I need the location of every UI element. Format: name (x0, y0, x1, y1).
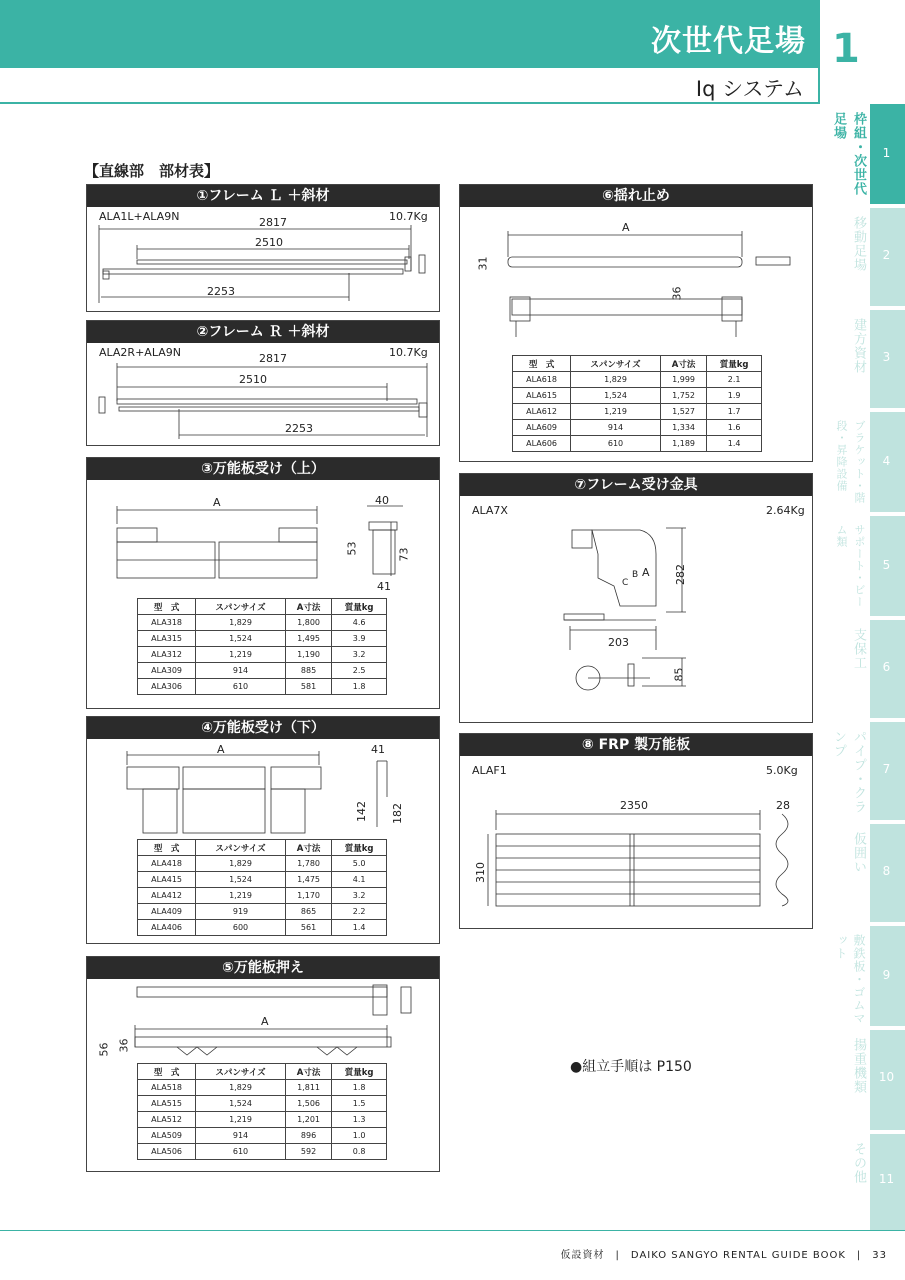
table-cell: 610 (196, 679, 286, 695)
spec-table (137, 598, 387, 695)
table-row (138, 920, 387, 936)
dim-label: 56 (97, 1042, 111, 1057)
table-row (138, 1096, 387, 1112)
dim-label: 41 (377, 580, 391, 593)
part-drawing (460, 734, 812, 928)
table-cell: 1.6 (707, 420, 762, 436)
table-cell: 1,829 (196, 615, 286, 631)
side-tab-number: 6 (882, 660, 891, 674)
table-cell: 1,780 (285, 856, 331, 872)
footer-divider (0, 1230, 905, 1231)
table-cell: 1.7 (707, 404, 762, 420)
table-cell: ALA512 (138, 1112, 196, 1128)
panel-plate-holder (86, 956, 440, 1172)
footer-text: 仮設資材 | DAIKO SANGYO RENTAL GUIDE BOOK | 33 (560, 1250, 887, 1261)
panel-title: ②フレーム Ｒ ＋斜材 (87, 321, 439, 343)
table-header-cell: 型 式 (513, 356, 571, 372)
panel-upper-plate-receiver (86, 457, 440, 709)
table-cell: 1,811 (285, 1080, 331, 1096)
table-cell: 1.8 (332, 1080, 387, 1096)
table-cell: 1,800 (285, 615, 331, 631)
side-tab-label: その他 (851, 1142, 866, 1184)
table-cell: 1,752 (660, 388, 706, 404)
dim-label: 2253 (285, 422, 313, 435)
dim-label: 40 (375, 494, 389, 507)
table-cell: 1,524 (196, 1096, 286, 1112)
table-cell: ALA612 (513, 404, 571, 420)
table-cell: ALA306 (138, 679, 196, 695)
table-cell: 3.2 (332, 888, 387, 904)
table-cell: 1.4 (707, 436, 762, 452)
table-row (138, 872, 387, 888)
spec-table (137, 839, 387, 936)
table-cell: 1,495 (285, 631, 331, 647)
table-row (513, 436, 762, 452)
page-subtitle: Iq システム (695, 77, 804, 101)
side-tab-label: 建方資材 (851, 318, 866, 374)
table-cell: ALA315 (138, 631, 196, 647)
dim-label: 2510 (255, 236, 283, 249)
panel-title: ①フレーム Ｌ ＋斜材 (87, 185, 439, 207)
part-label: B (632, 570, 639, 580)
table-cell: ALA609 (513, 420, 571, 436)
side-tab-1[interactable] (831, 104, 905, 204)
spec-table (512, 355, 762, 452)
table-cell: 1,829 (196, 1080, 286, 1096)
dim-label: 282 (674, 564, 687, 585)
table-cell: ALA309 (138, 663, 196, 679)
table-cell: ALA406 (138, 920, 196, 936)
table-header-cell: 型 式 (138, 1064, 196, 1080)
table-header-cell: 質量kg (332, 1064, 387, 1080)
table-header-cell: 型 式 (138, 840, 196, 856)
table-cell: 1.8 (332, 679, 387, 695)
table-cell: ALA509 (138, 1128, 196, 1144)
side-tab-label: ブラケット・階段・昇降設備 (835, 420, 866, 504)
dim-label: 36 (670, 286, 684, 301)
table-cell: 1,475 (285, 872, 331, 888)
table-cell: 1,999 (660, 372, 706, 388)
table-row (138, 615, 387, 631)
panel-sway-brace (459, 184, 813, 462)
header-bar (0, 0, 818, 68)
table-cell: 1,527 (660, 404, 706, 420)
table-cell: 1,219 (571, 404, 661, 420)
panel-title: ⑥揺れ止め (460, 185, 812, 207)
dim-label: 203 (608, 636, 629, 649)
model-code: ALA1L+ALA9N (99, 210, 180, 223)
table-row (138, 647, 387, 663)
table-cell: ALA418 (138, 856, 196, 872)
table-cell: 2.5 (332, 663, 387, 679)
panel-frame-l (86, 184, 440, 312)
dim-label: A (213, 496, 221, 509)
table-row (138, 904, 387, 920)
dim-label: A (261, 1015, 269, 1028)
dim-label: 31 (476, 256, 490, 271)
table-cell: 1,201 (285, 1112, 331, 1128)
panel-frp-plate (459, 733, 813, 929)
table-row (138, 1128, 387, 1144)
table-cell: 3.9 (332, 631, 387, 647)
table-cell: 1,524 (196, 631, 286, 647)
dim-label: 28 (776, 799, 790, 812)
frame-drawing (87, 185, 439, 311)
weight: 10.7Kg (389, 346, 428, 359)
table-cell: 1,524 (196, 872, 286, 888)
table-row (513, 388, 762, 404)
dim-label: 36 (117, 1038, 131, 1053)
side-tab-label: サポート・ビーム類 (835, 524, 866, 608)
table-cell: ALA412 (138, 888, 196, 904)
dim-label: 2253 (207, 285, 235, 298)
table-cell: 4.1 (332, 872, 387, 888)
side-tab-8[interactable] (842, 824, 905, 922)
table-cell: 561 (285, 920, 331, 936)
table-cell: 914 (196, 1128, 286, 1144)
table-cell: ALA506 (138, 1144, 196, 1160)
side-tab-number: 11 (878, 1172, 895, 1186)
table-cell: 1,524 (571, 388, 661, 404)
table-cell: 1,334 (660, 420, 706, 436)
table-header-cell: A寸法 (285, 840, 331, 856)
table-cell: 1.0 (332, 1128, 387, 1144)
table-header-cell: 質量kg (707, 356, 762, 372)
table-cell: ALA415 (138, 872, 196, 888)
table-cell: 1,219 (196, 647, 286, 663)
table-cell: 2.2 (332, 904, 387, 920)
panel-title: ③万能板受け（上） (87, 458, 439, 480)
part-label: C (622, 578, 629, 588)
table-cell: ALA409 (138, 904, 196, 920)
spec-table (137, 1063, 387, 1160)
dim-label: 85 (672, 667, 686, 682)
table-cell: 885 (285, 663, 331, 679)
table-cell: ALA618 (513, 372, 571, 388)
dim-label: 2350 (620, 799, 648, 812)
table-row (138, 888, 387, 904)
table-row (138, 679, 387, 695)
model-code: ALA7X (472, 504, 508, 517)
table-cell: 896 (285, 1128, 331, 1144)
side-tab-number: 3 (882, 350, 891, 364)
frame-drawing (87, 321, 439, 445)
side-tab-number: 9 (882, 968, 891, 982)
table-header-cell: A寸法 (285, 599, 331, 615)
side-tab-number: 5 (882, 558, 891, 572)
table-cell: 581 (285, 679, 331, 695)
table-header-cell: 質量kg (332, 599, 387, 615)
dim-label: 310 (474, 862, 487, 883)
table-row (513, 404, 762, 420)
table-row (138, 631, 387, 647)
table-cell: 865 (285, 904, 331, 920)
table-cell: ALA515 (138, 1096, 196, 1112)
panel-frame-bracket (459, 473, 813, 723)
side-tab-5[interactable] (835, 516, 905, 616)
side-tab-label: 敷鉄板・ゴムマット (834, 934, 866, 1025)
side-tab-label: 支保工 (851, 628, 866, 670)
panel-title: ⑦フレーム受け金具 (460, 474, 812, 496)
panel-title: ⑧ FRP 製万能板 (460, 734, 812, 756)
dim-label: 73 (397, 547, 411, 562)
side-tab-7[interactable] (831, 722, 905, 820)
table-cell: 1,190 (285, 647, 331, 663)
table-cell: 5.0 (332, 856, 387, 872)
part-label: A (642, 566, 650, 579)
table-cell: 914 (196, 663, 286, 679)
side-tab-6[interactable] (842, 620, 905, 718)
side-tab-10[interactable] (842, 1030, 905, 1130)
side-tab-label: 揚重機類 (851, 1038, 866, 1094)
dim-label: A (217, 743, 225, 756)
side-tab-label: 枠組・次世代足場 (831, 112, 866, 196)
part-drawing (460, 474, 812, 722)
table-cell: 1.3 (332, 1112, 387, 1128)
table-row (513, 420, 762, 436)
dim-label: 142 (355, 801, 368, 822)
side-tab-label: パイプ・クランプ (831, 730, 866, 814)
header-divider (818, 0, 820, 104)
assembly-note: ●組立手順は P150 (570, 1059, 692, 1075)
table-header-cell: スパンサイズ (196, 599, 286, 615)
panel-title: ⑤万能板押え (87, 957, 439, 979)
table-cell: ALA606 (513, 436, 571, 452)
dim-label: 2510 (239, 373, 267, 386)
side-tab-label: 仮囲い (851, 832, 866, 874)
table-row (138, 663, 387, 679)
table-cell: ALA312 (138, 647, 196, 663)
table-cell: ALA318 (138, 615, 196, 631)
table-cell: 1.4 (332, 920, 387, 936)
side-tab-2[interactable] (842, 208, 905, 306)
table-cell: 1.9 (707, 388, 762, 404)
table-cell: 1,219 (196, 888, 286, 904)
side-tab-11[interactable] (842, 1134, 905, 1230)
page-title: 次世代足場 (651, 24, 806, 59)
chapter-number: 1 (832, 26, 860, 72)
weight: 2.64Kg (766, 504, 805, 517)
side-tab-number: 2 (882, 248, 891, 262)
dim-label: 182 (391, 803, 404, 824)
side-tab-9[interactable] (834, 926, 905, 1026)
table-row (138, 856, 387, 872)
dim-label: 2817 (259, 352, 287, 365)
table-cell: 592 (285, 1144, 331, 1160)
table-cell: ALA615 (513, 388, 571, 404)
panel-title: ④万能板受け（下） (87, 717, 439, 739)
table-cell: 919 (196, 904, 286, 920)
side-tab-number: 7 (882, 762, 891, 776)
table-row (513, 372, 762, 388)
table-cell: 3.2 (332, 647, 387, 663)
table-cell: 2.1 (707, 372, 762, 388)
side-tab-number: 8 (882, 864, 891, 878)
table-header-cell: 質量kg (332, 840, 387, 856)
table-header-cell: A寸法 (285, 1064, 331, 1080)
table-cell: 1,219 (196, 1112, 286, 1128)
table-cell: 1,506 (285, 1096, 331, 1112)
model-code: ALAF1 (472, 764, 507, 777)
model-code: ALA2R+ALA9N (99, 346, 181, 359)
table-header-cell: スパンサイズ (196, 840, 286, 856)
table-row (138, 1112, 387, 1128)
table-cell: 1,189 (660, 436, 706, 452)
dim-label: 2817 (259, 216, 287, 229)
dim-label: 41 (371, 743, 385, 756)
panel-frame-r (86, 320, 440, 446)
side-tab-number: 10 (878, 1070, 895, 1084)
section-heading: 【直線部 部材表】 (84, 162, 220, 180)
dim-label: 53 (345, 541, 359, 556)
table-row (138, 1080, 387, 1096)
table-row (138, 1144, 387, 1160)
table-header-cell: スパンサイズ (196, 1064, 286, 1080)
table-header-cell: A寸法 (660, 356, 706, 372)
table-cell: ALA518 (138, 1080, 196, 1096)
table-header-cell: 型 式 (138, 599, 196, 615)
weight: 5.0Kg (766, 764, 798, 777)
table-header-cell: スパンサイズ (571, 356, 661, 372)
weight: 10.7Kg (389, 210, 428, 223)
table-cell: 1,170 (285, 888, 331, 904)
side-tab-number: 4 (882, 454, 891, 468)
table-cell: 610 (196, 1144, 286, 1160)
side-tab-4[interactable] (835, 412, 905, 512)
dim-label: A (622, 221, 630, 234)
table-cell: 0.8 (332, 1144, 387, 1160)
side-tab-label: 移動足場 (851, 216, 866, 272)
table-cell: 610 (571, 436, 661, 452)
subtitle-bar (0, 68, 818, 104)
table-cell: 1,829 (571, 372, 661, 388)
side-tab-3[interactable] (842, 310, 905, 408)
table-cell: 600 (196, 920, 286, 936)
table-cell: 914 (571, 420, 661, 436)
panel-lower-plate-receiver (86, 716, 440, 944)
table-cell: 1.5 (332, 1096, 387, 1112)
table-cell: 4.6 (332, 615, 387, 631)
side-tab-number: 1 (882, 146, 891, 160)
table-cell: 1,829 (196, 856, 286, 872)
